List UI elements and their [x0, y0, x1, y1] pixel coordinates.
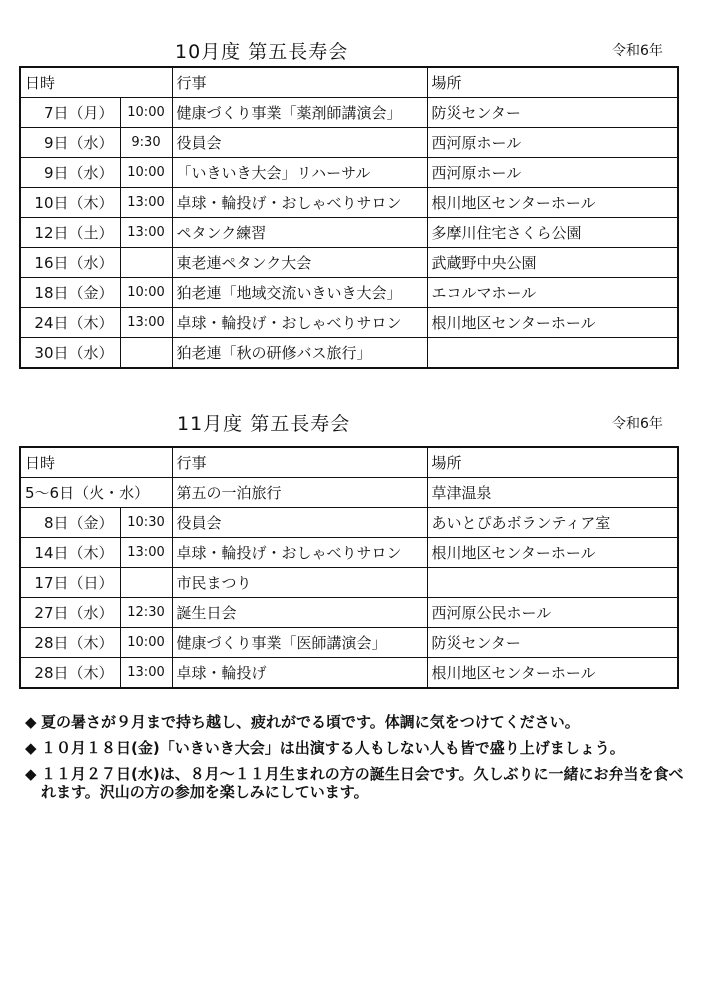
- notes-section: [25, 713, 685, 809]
- row-place: 防災センター: [427, 98, 678, 128]
- row-time: 13:00: [120, 188, 172, 218]
- row-time: [120, 568, 172, 598]
- row-place: [427, 338, 678, 369]
- note-text: １０月１８日(金)「いきいき大会」は出演する人もしない人も皆で盛り上げましょう。: [41, 739, 625, 757]
- row-event: 役員会: [172, 508, 427, 538]
- row-event: 東老連ペタンク大会: [172, 248, 427, 278]
- diamond-bullet-icon: ◆: [25, 765, 37, 783]
- row-date: 18日（金）: [20, 278, 120, 308]
- row-date: 10日（木）: [20, 188, 120, 218]
- row-place: 根川地区センターホール: [427, 188, 678, 218]
- note-item: [25, 713, 685, 731]
- row-time: [120, 248, 172, 278]
- row-event: 健康づくり事業「薬剤師講演会」: [172, 98, 427, 128]
- row-time: 13:00: [120, 218, 172, 248]
- schedule-row: [20, 98, 678, 128]
- schedule-row: [20, 188, 678, 218]
- note-text: １１月２７日(水)は、８月～１１月生まれの方の誕生日会です。久しぶりに一緒にお弁当を食べれます。沢山の方の参加を楽しみにしています。: [41, 765, 684, 801]
- schedule-row: [20, 128, 678, 158]
- november-schedule-table: [19, 446, 679, 689]
- row-place: 西河原ホール: [427, 158, 678, 188]
- row-time: 10:30: [120, 508, 172, 538]
- schedule-row: [20, 158, 678, 188]
- row-time: [120, 338, 172, 369]
- row-time: 13:00: [120, 658, 172, 689]
- schedule-row: [20, 478, 678, 508]
- row-date: 28日（木）: [20, 658, 120, 689]
- row-place: 根川地区センターホール: [427, 658, 678, 689]
- row-date: 5～6日（火・水）: [20, 478, 172, 508]
- header-date: 日時: [20, 67, 172, 98]
- note-text: 夏の暑さが９月まで持ち越し、疲れがでる頃です。体調に気をつけてください。: [41, 713, 580, 731]
- row-date: 12日（土）: [20, 218, 120, 248]
- october-era: 令和6年: [612, 43, 663, 59]
- row-place: 防災センター: [427, 628, 678, 658]
- schedule-row: [20, 338, 678, 369]
- schedule-row: [20, 568, 678, 598]
- row-place: 根川地区センターホール: [427, 308, 678, 338]
- row-date: 17日（日）: [20, 568, 120, 598]
- schedule-row: [20, 598, 678, 628]
- row-date: 28日（木）: [20, 628, 120, 658]
- row-time: 9:30: [120, 128, 172, 158]
- header-place: 場所: [427, 67, 678, 98]
- row-date: 14日（木）: [20, 538, 120, 568]
- table-header-row: [20, 67, 678, 98]
- row-date: 16日（水）: [20, 248, 120, 278]
- row-date: 24日（木）: [20, 308, 120, 338]
- row-event: 狛老連「秋の研修バス旅行」: [172, 338, 427, 369]
- header-event: 行事: [172, 447, 427, 478]
- row-time: 10:00: [120, 628, 172, 658]
- row-event: 第五の一泊旅行: [172, 478, 427, 508]
- row-date: 9日（水）: [20, 128, 120, 158]
- schedule-row: [20, 278, 678, 308]
- row-date: 30日（水）: [20, 338, 120, 369]
- row-place: 武蔵野中央公園: [427, 248, 678, 278]
- diamond-bullet-icon: ◆: [25, 713, 37, 731]
- november-title: 11月度 第五長寿会: [177, 413, 351, 435]
- row-time: 10:00: [120, 278, 172, 308]
- row-time: 13:00: [120, 538, 172, 568]
- row-place: 西河原ホール: [427, 128, 678, 158]
- row-place: 多摩川住宅さくら公園: [427, 218, 678, 248]
- row-event: 誕生日会: [172, 598, 427, 628]
- row-date: 8日（金）: [20, 508, 120, 538]
- row-event: 卓球・輪投げ・おしゃべりサロン: [172, 188, 427, 218]
- row-place: 草津温泉: [427, 478, 678, 508]
- row-event: 卓球・輪投げ・おしゃべりサロン: [172, 308, 427, 338]
- row-place: 西河原公民ホール: [427, 598, 678, 628]
- row-event: 役員会: [172, 128, 427, 158]
- row-place: [427, 568, 678, 598]
- october-title: 10月度 第五長寿会: [175, 41, 349, 63]
- row-date: 27日（水）: [20, 598, 120, 628]
- note-item: [25, 739, 685, 757]
- row-event: 健康づくり事業「医師講演会」: [172, 628, 427, 658]
- row-event: 市民まつり: [172, 568, 427, 598]
- header-date: 日時: [20, 447, 172, 478]
- row-event: 狛老連「地域交流いきいき大会」: [172, 278, 427, 308]
- november-era: 令和6年: [612, 416, 663, 432]
- header-event: 行事: [172, 67, 427, 98]
- row-place: エコルマホール: [427, 278, 678, 308]
- diamond-bullet-icon: ◆: [25, 739, 37, 757]
- schedule-row: [20, 628, 678, 658]
- row-time: 13:00: [120, 308, 172, 338]
- row-time: 12:30: [120, 598, 172, 628]
- schedule-row: [20, 308, 678, 338]
- row-event: 卓球・輪投げ: [172, 658, 427, 689]
- row-event: 「いきいき大会」リハーサル: [172, 158, 427, 188]
- header-place: 場所: [427, 447, 678, 478]
- schedule-row: [20, 218, 678, 248]
- row-time: 10:00: [120, 98, 172, 128]
- row-time: 10:00: [120, 158, 172, 188]
- row-place: あいとぴあボランティア室: [427, 508, 678, 538]
- schedule-row: [20, 658, 678, 689]
- row-date: 9日（水）: [20, 158, 120, 188]
- schedule-row: [20, 538, 678, 568]
- row-place: 根川地区センターホール: [427, 538, 678, 568]
- note-item: [25, 765, 685, 801]
- table-header-row: [20, 447, 678, 478]
- october-schedule-table: [19, 66, 679, 369]
- row-date: 7日（月）: [20, 98, 120, 128]
- row-event: 卓球・輪投げ・おしゃべりサロン: [172, 538, 427, 568]
- schedule-row: [20, 248, 678, 278]
- schedule-row: [20, 508, 678, 538]
- row-event: ペタンク練習: [172, 218, 427, 248]
